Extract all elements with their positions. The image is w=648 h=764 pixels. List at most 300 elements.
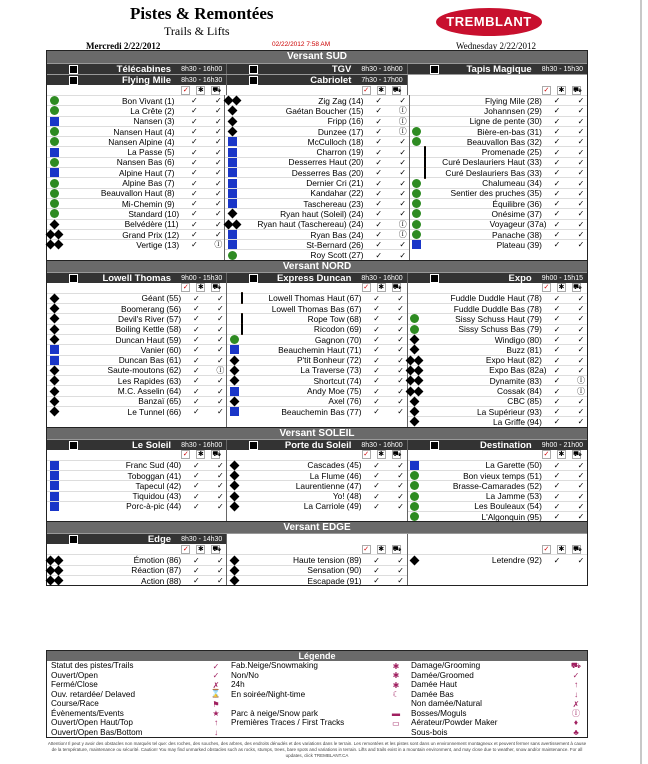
trail-row[interactable] — [408, 365, 587, 375]
trail-column — [227, 293, 407, 427]
trail-name: Gaétan Boucher — [285, 105, 347, 116]
double-diamond-icon — [408, 388, 422, 395]
trail-name: Toboggan — [127, 470, 165, 481]
trail-row[interactable] — [47, 198, 224, 208]
status-icon-group — [47, 544, 227, 554]
trail-column — [225, 95, 409, 260]
trail-row[interactable] — [47, 157, 224, 167]
blue-square-icon — [50, 461, 59, 470]
trail-row[interactable] — [225, 219, 408, 229]
blue-square-icon — [228, 179, 237, 188]
green-circle-icon — [50, 209, 59, 218]
trail-name: Fuddle Duddle Bas — [453, 303, 525, 314]
black-diamond-icon — [227, 377, 241, 384]
trail-row[interactable] — [410, 219, 587, 229]
lift-cell[interactable] — [47, 64, 227, 74]
trail-row[interactable] — [408, 313, 587, 323]
trail-row[interactable] — [408, 501, 587, 511]
grooming-icon: ⛟ — [392, 545, 402, 553]
status-icon-group — [227, 85, 407, 95]
trail-row[interactable] — [47, 188, 224, 198]
snowmaking-icon: ✱ — [558, 284, 565, 292]
trail-columns — [47, 293, 587, 427]
trail-status: ✓ — [192, 491, 200, 501]
trail-name: Tiquidou — [132, 491, 165, 502]
trail-row[interactable] — [47, 146, 224, 156]
trail-name: Géant — [141, 293, 165, 304]
trail-row[interactable] — [47, 460, 226, 470]
grooming-status: ✓ — [577, 147, 585, 157]
grooming-status: ✓ — [214, 219, 222, 229]
double-diamond-icon — [407, 367, 422, 374]
lift-cell[interactable] — [227, 534, 407, 544]
trail-number: (40) — [166, 460, 182, 471]
trail-number: (63) — [166, 375, 182, 386]
blue-square-icon — [50, 345, 59, 354]
green-circle-icon — [47, 209, 61, 218]
black-diamond-icon — [410, 345, 420, 355]
trail-status: ✓ — [192, 460, 200, 470]
trail-number: (90) — [346, 565, 362, 576]
trail-row[interactable] — [410, 198, 587, 208]
trail-name: St-Bernard — [306, 239, 347, 250]
trail-row[interactable] — [408, 480, 587, 490]
trail-row[interactable] — [227, 334, 406, 344]
lift-cell[interactable] — [408, 534, 587, 544]
trail-status: ✓ — [375, 178, 383, 188]
lift-name: Télécabines — [47, 64, 177, 74]
lift-hours: 9h00 - 15h30 — [177, 273, 226, 283]
trail-status: ✓ — [192, 335, 200, 345]
trail-row[interactable] — [225, 146, 408, 156]
trail-row[interactable] — [225, 116, 408, 126]
lift-cell[interactable] — [47, 440, 227, 450]
trail-column — [227, 554, 407, 585]
trail-row[interactable] — [410, 188, 587, 198]
blue-square-icon — [47, 168, 61, 177]
lift-cell[interactable] — [408, 440, 587, 450]
lift-name: Flying Mile — [47, 75, 177, 85]
trail-row[interactable] — [408, 554, 587, 564]
trail-name: Desserres Bas — [291, 167, 347, 178]
trail-status: ✓ — [192, 471, 200, 481]
trail-status: ✓ — [190, 96, 198, 106]
cabriolet-icon — [249, 76, 258, 85]
trail-row[interactable] — [227, 324, 406, 334]
trail-row[interactable] — [410, 95, 587, 105]
grooming-status: ✓ — [577, 178, 585, 188]
legend-label: Ouvert/Open Bas/Bottom — [51, 727, 143, 737]
double-diamond-icon — [47, 241, 61, 248]
trail-row[interactable] — [225, 208, 408, 218]
trail-status: ✓ — [553, 501, 561, 511]
legend-symbol-icon: ✓ — [572, 671, 580, 681]
grooming-status: ✓ — [577, 188, 585, 198]
trail-row[interactable] — [47, 565, 226, 575]
trail-row[interactable] — [225, 249, 408, 259]
black-diamond-icon — [410, 555, 420, 565]
grooming-status: ✓ — [577, 219, 585, 229]
lift-cell[interactable] — [227, 64, 407, 74]
trail-number: (68) — [346, 314, 362, 324]
trail-row[interactable] — [47, 355, 226, 365]
lift-cell[interactable] — [47, 534, 227, 544]
trail-row[interactable] — [227, 480, 406, 490]
trail-name: Bière-en-bas — [477, 126, 526, 137]
trail-status: ✓ — [190, 168, 198, 178]
trail-row[interactable] — [47, 396, 226, 406]
lift-cell[interactable] — [47, 273, 227, 283]
trail-row[interactable] — [225, 177, 408, 187]
trail-name: Shortcut — [313, 375, 345, 386]
trail-row[interactable] — [227, 344, 406, 354]
trail-row[interactable] — [227, 293, 406, 303]
trail-columns — [47, 95, 587, 260]
trail-row[interactable] — [47, 229, 224, 239]
trail-name: Johannsen — [484, 105, 526, 116]
trail-row[interactable] — [408, 385, 587, 395]
legend-symbol-icon: ↓ — [573, 689, 579, 699]
trail-row[interactable] — [227, 565, 406, 575]
trail-name: Laurentienne — [295, 480, 345, 491]
trail-row[interactable] — [47, 480, 226, 490]
trail-status: ✓ — [375, 168, 383, 178]
trail-row[interactable] — [47, 95, 224, 105]
trail-name: Onésime — [491, 208, 526, 219]
black-diamond-icon — [49, 219, 59, 229]
trail-row[interactable] — [227, 396, 406, 406]
trail-status: ✓ — [190, 219, 198, 229]
trail-row[interactable] — [410, 136, 587, 146]
trail-row[interactable] — [47, 334, 226, 344]
trail-row[interactable] — [47, 554, 226, 564]
black-diamond-icon — [227, 567, 241, 574]
grooming-status: ✓ — [577, 157, 585, 167]
trail-row[interactable] — [410, 105, 587, 115]
lift-cell[interactable] — [227, 273, 407, 283]
trail-row[interactable] — [408, 491, 587, 501]
trail-row[interactable] — [227, 355, 406, 365]
trail-row[interactable] — [408, 511, 587, 521]
trail-number: (49) — [346, 501, 362, 512]
trail-row[interactable] — [408, 334, 587, 344]
trail-row[interactable] — [408, 470, 587, 480]
trail-row[interactable] — [227, 501, 406, 511]
trail-number: (52) — [526, 480, 542, 491]
trail-number: (59) — [166, 334, 182, 345]
section-title: Versant NORD — [47, 260, 587, 272]
trail-status: ✓ — [192, 576, 200, 586]
black-diamond-icon — [227, 116, 237, 126]
status-check-icon: ✓ — [363, 545, 370, 553]
grooming-status: ✓ — [397, 304, 404, 314]
grooming-icon: ⛟ — [392, 451, 402, 459]
trail-row[interactable] — [227, 375, 406, 385]
trail-status: ✓ — [373, 335, 380, 345]
trail-name: Mi-Chemin — [121, 198, 163, 209]
trail-number: (8) — [164, 188, 175, 199]
trail-number: (15) — [348, 105, 364, 116]
black-diamond-icon — [408, 418, 422, 425]
green-circle-icon — [412, 189, 421, 198]
chair-icon — [430, 274, 439, 283]
trail-number: (7) — [164, 178, 175, 189]
grooming-status: ✓ — [577, 168, 585, 178]
snow-park-icon — [424, 157, 442, 167]
trail-row[interactable] — [408, 375, 587, 385]
trail-row[interactable] — [47, 219, 224, 229]
trail-row[interactable] — [225, 105, 408, 115]
trail-number: (29) — [527, 105, 542, 116]
lift-cell[interactable] — [227, 75, 407, 85]
trail-status: ✓ — [553, 417, 561, 427]
lift-row — [47, 74, 587, 85]
trail-row[interactable] — [47, 293, 226, 303]
blue-square-icon — [47, 356, 61, 365]
trail-name: Beauchemin Haut — [278, 344, 345, 355]
trail-number: (85) — [526, 396, 542, 407]
trail-row[interactable] — [410, 167, 587, 177]
trail-status: ✓ — [373, 471, 380, 481]
trail-row[interactable] — [47, 575, 226, 585]
grooming-status: ✓ — [399, 250, 407, 260]
trail-row[interactable] — [225, 126, 408, 136]
chair-icon — [249, 441, 258, 450]
lift-hours: 8h30 - 14h30 — [177, 534, 226, 544]
grooming-status: ✓ — [216, 345, 224, 355]
trail-number: (39) — [527, 239, 542, 250]
trail-row[interactable] — [47, 324, 226, 334]
trail-number: (60) — [166, 344, 182, 355]
trail-row[interactable] — [410, 157, 587, 167]
trail-row[interactable] — [227, 406, 406, 416]
grooming-status: ✓ — [397, 335, 404, 345]
trail-row[interactable] — [47, 208, 224, 218]
blue-square-icon — [225, 148, 239, 157]
trail-row[interactable] — [47, 344, 226, 354]
trail-number: (89) — [346, 555, 362, 566]
snowmaking-icon: ✱ — [378, 545, 385, 553]
trail-row[interactable] — [225, 198, 408, 208]
trail-row[interactable] — [47, 470, 226, 480]
lift-cell[interactable] — [47, 75, 227, 85]
trail-number: (25) — [527, 147, 542, 158]
grooming-status: ✓ — [397, 471, 404, 481]
trail-row[interactable] — [227, 470, 406, 480]
trail-row[interactable] — [225, 95, 408, 105]
section-title: Versant EDGE — [47, 521, 587, 533]
trail-row[interactable] — [47, 167, 224, 177]
double-diamond-icon — [407, 357, 422, 364]
grooming-icon: ⛟ — [392, 284, 402, 292]
trail-name: McCulloch — [307, 136, 347, 147]
trail-row[interactable] — [408, 303, 587, 313]
grooming-status: ✓ — [399, 209, 407, 219]
double-diamond-icon — [47, 577, 61, 584]
trail-row[interactable] — [225, 229, 408, 239]
grooming-status: ✓ — [397, 481, 404, 491]
trail-number: (72) — [346, 355, 362, 366]
trail-row[interactable] — [47, 303, 226, 313]
snowmaking-icon: ✱ — [558, 451, 565, 459]
grooming-status: ✓ — [577, 471, 585, 481]
tremblant-logo: TREMBLANT — [436, 8, 542, 36]
lift-cell[interactable] — [227, 440, 407, 450]
black-diamond-icon — [47, 336, 61, 343]
trail-status: ✓ — [553, 96, 561, 106]
trail-row[interactable] — [408, 406, 587, 416]
trail-name: Alpine Bas — [122, 178, 163, 189]
trail-row[interactable] — [47, 406, 226, 416]
trail-row[interactable] — [47, 365, 226, 375]
lift-hours: 9h00 - 21h00 — [538, 440, 587, 450]
snow-park-icon — [241, 324, 259, 334]
trail-row[interactable] — [225, 136, 408, 146]
black-diamond-icon — [229, 555, 239, 565]
trail-row[interactable] — [227, 365, 406, 375]
lift-cell[interactable] — [408, 64, 587, 74]
trail-status: ✓ — [192, 376, 200, 386]
legend-label: Statut des pistes/Trails — [51, 661, 134, 671]
trail-row[interactable] — [47, 385, 226, 395]
green-circle-icon — [50, 199, 59, 208]
grooming-status: ✓ — [399, 240, 407, 250]
trail-row[interactable] — [410, 126, 587, 136]
trail-number: (61) — [166, 355, 182, 366]
trail-row[interactable] — [47, 177, 224, 187]
green-circle-icon — [410, 179, 424, 188]
trail-row[interactable] — [47, 136, 224, 146]
legend-item — [47, 728, 227, 738]
trail-status: ✓ — [553, 345, 561, 355]
legend-symbol-icon: ✓ — [212, 671, 220, 681]
trail-row[interactable] — [47, 105, 224, 115]
trail-number: (18) — [348, 136, 364, 147]
grooming-status: ✓ — [214, 106, 222, 116]
trail-status: ✓ — [373, 407, 380, 417]
grooming-status: ✓ — [214, 199, 222, 209]
trail-row[interactable] — [47, 126, 224, 136]
snowmaking-icon: ✱ — [197, 284, 204, 292]
chair-icon — [69, 76, 78, 85]
grooming-status: ✓ — [214, 127, 222, 137]
trail-row[interactable] — [227, 385, 406, 395]
trail-status: ✓ — [373, 386, 380, 396]
status-check-icon: ✓ — [182, 86, 189, 94]
trail-row[interactable] — [408, 396, 587, 406]
black-diamond-icon — [229, 471, 239, 481]
trail-row[interactable] — [408, 324, 587, 334]
trail-number: (33) — [527, 157, 542, 168]
legend-symbol-icon: ✱ — [392, 671, 400, 681]
grooming-status: ✓ — [214, 230, 222, 239]
trail-row[interactable] — [227, 303, 406, 313]
trail-number: (81) — [526, 344, 542, 355]
trail-row[interactable] — [410, 239, 587, 249]
trail-row[interactable] — [225, 157, 408, 167]
trail-name: Fripp — [327, 116, 347, 127]
status-check-icon: ✓ — [182, 451, 189, 459]
trail-row[interactable] — [410, 177, 587, 187]
trail-row[interactable] — [410, 208, 587, 218]
trail-row[interactable] — [47, 313, 226, 323]
trail-row[interactable] — [408, 416, 587, 426]
timestamp: 02/22/2012 7:58 AM — [272, 41, 331, 48]
trail-name: Zig Zag — [318, 95, 347, 106]
trail-number: (20) — [348, 157, 364, 168]
trail-row[interactable] — [410, 229, 587, 239]
grooming-status: ✓ — [397, 293, 404, 303]
trail-status: ✓ — [192, 407, 200, 417]
black-diamond-icon — [227, 357, 241, 364]
status-check-icon: ✓ — [182, 545, 189, 553]
trail-number: (57) — [166, 314, 182, 324]
black-diamond-icon — [227, 209, 237, 219]
trail-row[interactable] — [408, 355, 587, 365]
double-diamond-icon — [408, 367, 422, 374]
trail-number: (6) — [164, 157, 175, 168]
grooming-status: ✓ — [216, 324, 224, 334]
trail-row[interactable] — [410, 116, 587, 126]
trail-name: Tapecul — [135, 480, 165, 491]
trail-number: (36) — [527, 198, 542, 209]
trail-name: La Crête — [130, 105, 163, 116]
legend-symbol-icon: Ⓘ — [571, 708, 581, 718]
trail-row[interactable] — [47, 375, 226, 385]
trail-row[interactable] — [225, 167, 408, 177]
trail-number: (67) — [346, 293, 362, 304]
trail-row[interactable] — [47, 501, 226, 511]
trail-name: Les Bouleaux — [474, 501, 525, 512]
trail-row[interactable] — [225, 239, 408, 249]
legend-item — [227, 728, 407, 738]
trail-row[interactable] — [225, 188, 408, 198]
trail-row[interactable] — [47, 239, 224, 249]
black-diamond-icon — [227, 106, 237, 116]
trail-status: ✓ — [192, 565, 200, 575]
green-circle-icon — [50, 96, 59, 105]
trail-row[interactable] — [227, 554, 406, 564]
trail-status: ✓ — [375, 106, 383, 116]
trail-status: ✓ — [553, 106, 561, 116]
trail-row[interactable] — [227, 460, 406, 470]
grooming-status: ✓ — [214, 178, 222, 188]
black-diamond-icon — [229, 565, 239, 575]
grooming-status: ✓ — [577, 209, 585, 219]
status-check-icon: ✓ — [363, 284, 370, 292]
blue-square-icon — [227, 407, 241, 416]
trail-row[interactable] — [227, 491, 406, 501]
trail-row[interactable] — [227, 313, 406, 323]
trail-status: ✓ — [190, 127, 198, 137]
grooming-status: ✓ — [399, 178, 407, 188]
trail-row[interactable] — [408, 293, 587, 303]
trail-row[interactable] — [227, 575, 406, 585]
legend-item — [47, 671, 227, 681]
double-diamond-icon — [47, 577, 62, 584]
lift-cell[interactable] — [408, 75, 587, 85]
trail-row[interactable] — [408, 344, 587, 354]
lift-cell[interactable] — [408, 273, 587, 283]
trail-row[interactable] — [47, 116, 224, 126]
legend-item — [407, 699, 587, 709]
trail-row[interactable] — [47, 491, 226, 501]
grooming-status: ✓ — [397, 501, 404, 511]
trail-row[interactable] — [408, 460, 587, 470]
trail-row[interactable] — [410, 146, 587, 156]
blue-square-icon — [410, 240, 424, 249]
green-circle-icon — [227, 335, 241, 344]
